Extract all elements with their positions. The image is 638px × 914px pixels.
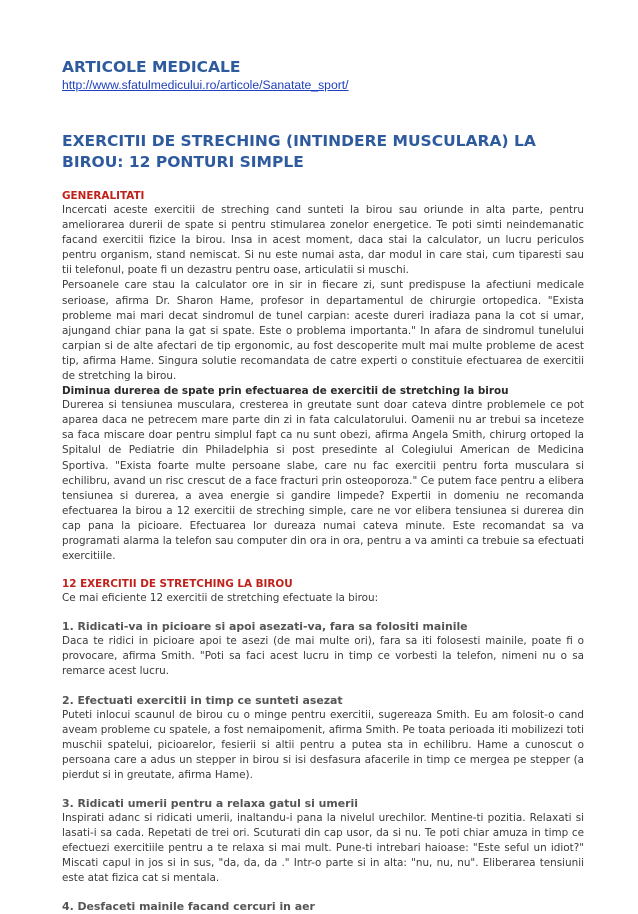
exercise-text-1: Daca te ridici in picioare apoi te asezi (de mai multe ori), fara sa iti folosesti mainile, poate fi o provocare, afirma Smith. "Poti sa faci acest lucru in timp ce vorbesti la telefon, nimeni nu o sa remarce acest lucru. <box>62 635 584 678</box>
exercise-title-2: 2. Efectuati exercitii in timp ce sunteti asezat <box>62 693 343 707</box>
exercise-title-4: 4. Desfaceti mainile facand cercuri in aer <box>62 900 315 914</box>
paragraph-generalitati-2: Persoanele care stau la calculator ore in sir in fiecare zi, sunt predispuse la afectiuni medicale serioase, afirma Dr. Sharon Hame, profesor in departamentul de chirurgie ortopedica. "Exista probleme mai mari decat sindromul de tunel carpian: aceste dureri iradiaza pana la cot si umar, ajungand chiar pana la gat si spate. Este o problema importanta." In afara de sindromul tunelului carpian si de alte afectari de tip ergonomic, au fost descoperite mult mai multe probleme de acest tip, afirma Hame. Singura solutie recomandata de catre experti o constituie efectuarea de exercitii de stretching la birou. <box>62 279 584 383</box>
exercise-title-3: 3. Ridicati umerii pentru a relaxa gatul si umerii <box>62 797 358 810</box>
section-heading-generalitati: GENERALITATI <box>62 190 145 202</box>
paragraph-generalitati-1: Incercati aceste exercitii de streching cand sunteti la birou sau oriunde in alta parte, pentru ameliorarea durerii de spate si pentru stimularea zonelor energetice. Te poti simti neindemanatic facand exercitii fizice la birou. Insa in acest moment, daca stai la calculator, un lucru periculos pentru organism, stand nemiscat. Si nu este numai asta, dar modul in care stai, cum tiparesti sau tii telefonul, poate fi un dezastru pentru oase, articulatii si muschi. <box>62 204 584 277</box>
paragraph-diminua-durerea: Durerea si tensiunea musculara, cresterea in greutate sunt doar cateva dintre problemele ce pot aparea daca ne petrecem mare parte din zi in fata calculatorului. Oamenii nu ar trebui sa inceteze sa faca miscare doar pentru simplul fapt ca nu sunt obezi, afirma Angela Smith, chirurg ortoped la Spitalul de Pediatrie din Philadelphia si post presedinte al Colegiului American de Medicina Sportiva. "Exista foarte multe persoane slabe, care nu fac exercitii pentru forta musculara si echilibru, avand un risc crescut de a face fracturi prin osteoporoza." Ce putem face pentru a elibera tensiunea si durerea, a avea energie si gandire limpede? Expertii in domeniu ne recomanda efectuarea la birou a 12 exercitii de streching simple, care ne vor elibera tensiunea si durerea din cap pana la picioare. Efectuarea lor dureaza numai cateva minute. Este recomandat sa va programati alarma la telefon sau computer din ora in ora, pentru a va aminti ca trebuie sa efectuati exercitiile. <box>62 399 584 563</box>
paragraph-exercitii-intro: Ce mai eficiente 12 exercitii de stretching efectuate la birou: <box>62 592 379 605</box>
exercise-text-3: Inspirati adanc si ridicati umerii, inaltandu-i pana la nivelul urechilor. Mentine-ti pozitia. Relaxati si lasati-i sa cada. Repetati de trei ori. Scuturati din cap usor, da si nu. Te poti chiar amuza in timp ce efectuezi exercitiile pentru a te relaxa si mai mult. Pune-ti intrebari haioase: "Este seful un idiot?" Miscati capul in jos si in sus, "da, da, da ." Intr-o parte si in alta: "nu, nu, nu". Eliberarea tensiunii este atat fizica cat si mentala. <box>62 812 584 885</box>
document-page <box>62 58 584 914</box>
subheading-diminua-durerea: Diminua durerea de spate prin efectuarea de exercitii de stretching la birou <box>62 385 509 398</box>
exercise-text-2: Puteti inlocui scaunul de birou cu o minge pentru exercitii, sugereaza Smith. Eu am folosit-o cand aveam probleme cu spatele, a fost nemaipomenit, afirma Smith. Pe toata perioada iti mobilizezi toti muschii spatelui, picioarelor, fesierii si altii pentru a putea sta in echilibru. Hame a cunoscut o persoana care a adus un stepper in birou si isi desfasura afacerile in timp ce mergea pe stepper (a pierdut si in greutate, afirma Hame). <box>62 708 584 781</box>
exercise-title-1: 1. Ridicati-va in picioare si apoi asezati-va, fara sa folositi mainile <box>62 620 468 634</box>
article-title: EXERCITII DE STRECHING (INTINDERE MUSCULARA) LA BIROU: 12 PONTURI SIMPLE <box>62 132 536 171</box>
site-title: ARTICOLE MEDICALE <box>62 58 241 76</box>
section-heading-exercitii: 12 EXERCITII DE STRETCHING LA BIROU <box>62 578 293 591</box>
site-url-link[interactable]: http://www.sfatulmedicului.ro/articole/Sanatate_sport/ <box>62 78 349 92</box>
